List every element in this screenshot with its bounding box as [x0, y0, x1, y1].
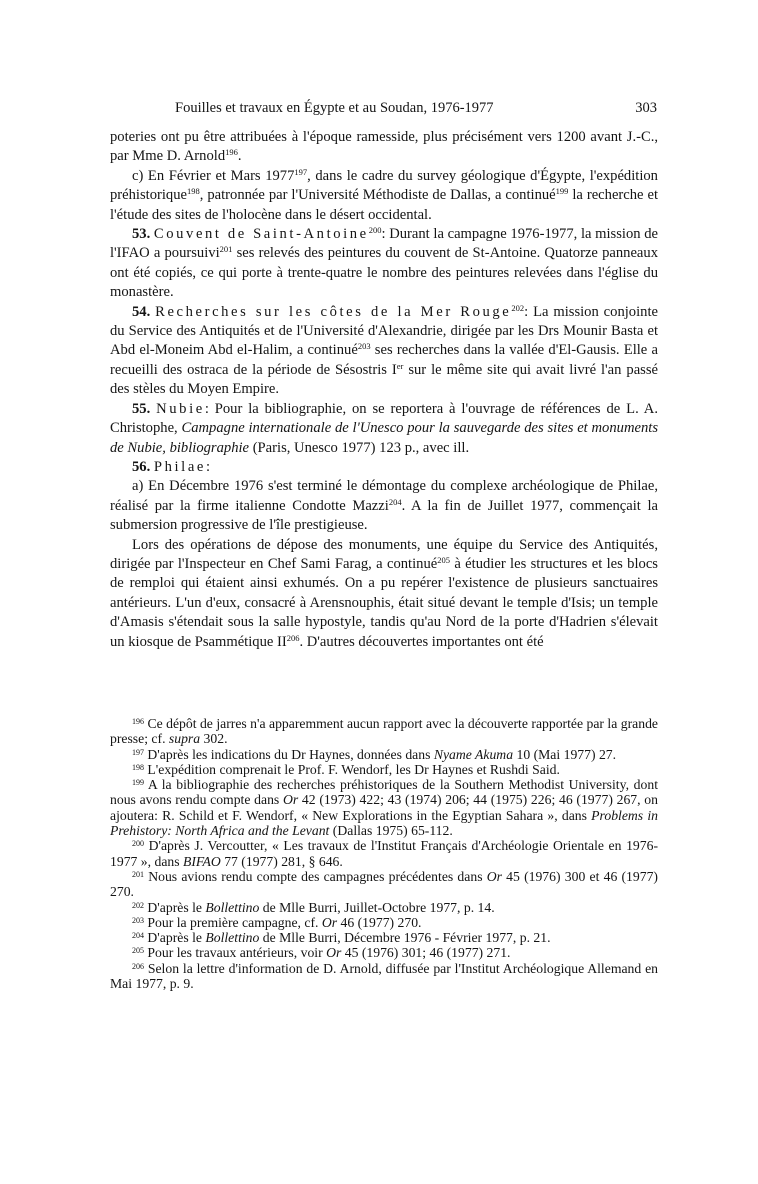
page-number: 303: [635, 100, 657, 116]
book-title: Campagne internationale de l'Unesco pour la sauvegarde des sites et monuments de Nubie, bibliographie: [110, 420, 658, 456]
footnote-ref: 202: [511, 302, 525, 313]
running-header: [175, 98, 657, 118]
footnote-italic: BIFAO: [183, 853, 221, 869]
footnote-text: 46 (1977) 270.: [337, 914, 422, 930]
footnote-number: 197: [132, 747, 144, 757]
footnote-number: 203: [132, 915, 144, 925]
footnote-text: L'expédition comprenait le Prof. F. Wendorf, les Dr Haynes et Rushdi Said.: [147, 761, 560, 777]
footnote-ref: 198: [187, 186, 200, 197]
footnote: [110, 777, 658, 838]
footnote-number: 201: [132, 869, 144, 879]
section-number: 56.: [132, 458, 151, 475]
footnote-number: 205: [132, 946, 144, 956]
text-span: ses recherches dans la vallée d'El-Gausis. Elle a recueilli des ostraca de la période de Sésostris I: [110, 342, 659, 378]
footnote-number: 199: [132, 778, 144, 788]
footnote-ref: 200: [368, 225, 382, 236]
footnote: [110, 869, 658, 900]
text-span: à étudier les structures et les blocs de remploi qui étaient ainsi exhumés. On a pu repérer l'existence de plusieurs sanctuaires antérieurs. L'un d'eux, consacré à Arensnouphis, était situé devant le temple d'Isis; un temple d'Amasis s'étendait sous la salle hypostyle, tandis qu'au Nord de la porte d'Hadrien s'élevait un kiosque de Psammétique II: [110, 555, 658, 650]
footnote-number: 198: [132, 762, 144, 772]
footnote-number: 202: [132, 900, 144, 910]
text-span: Lors des opérations de dépose des monuments, une équipe du Service des Antiquités, dirigée par l'Inspecteur en Chef Sami Farag, a continué: [110, 536, 658, 572]
section-title: Couvent de Saint-Antoine: [153, 226, 369, 243]
main-text: [110, 128, 658, 652]
footnote-italic: Bollettino: [205, 899, 260, 915]
footnote-text: D'après le: [147, 899, 206, 915]
section-54: [110, 303, 658, 400]
footnote: [110, 838, 658, 869]
footnote-text: 10 (Mai 1977) 27.: [513, 746, 617, 762]
footnote-italic: Or: [321, 914, 338, 930]
footnote-ref: 206: [286, 632, 300, 643]
footnote: [110, 961, 658, 992]
footnote-italic: Or: [282, 792, 299, 808]
footnote: [110, 930, 658, 945]
text-span: :: [205, 458, 211, 475]
footnote: [110, 716, 658, 747]
footnote-text: de Mlle Burri, Juillet-Octobre 1977, p. 14.: [259, 899, 495, 915]
footnote-text: A la bibliographie des recherches préhistoriques de la Southern Methodist University, dont nous avons rendu compte dans: [110, 777, 658, 808]
paragraph-b: [110, 536, 658, 652]
footnote-text: Nous avions rendu compte des campagnes précédentes dans: [148, 868, 487, 884]
footnote-italic: Or: [326, 945, 342, 961]
footnote-ref: 205: [437, 554, 450, 565]
footnote-italic: Nyame Akuma: [433, 746, 514, 762]
text-span: : Durant la campagne 1976-1977, la mission de l'IFAO a poursuivi: [110, 226, 658, 262]
section-title: Recherches sur les côtes de la Mer Rouge: [155, 303, 512, 320]
section-number: 53.: [132, 226, 151, 243]
footnote-italic: Problems in Prehistory: North Africa and the Levant: [110, 807, 658, 839]
running-title: Fouilles et travaux en Égypte et au Soudan, 1976-1977: [175, 100, 494, 116]
footnote-ref: 201: [219, 244, 233, 255]
section-title: Nubie: [156, 400, 205, 417]
footnote: [110, 747, 658, 762]
text-span: , dans le cadre du survey géologique d'Égypte, l'expédition préhistorique: [110, 167, 658, 204]
footnote-text: Pour la première campagne, cf.: [147, 914, 322, 930]
footnote-text: 42 (1973) 422; 43 (1974) 206; 44 (1975) 226; 46 (1977) 267, on ajoutera: R. Schild et F. Wendorf, « New Explorations in the Egyptian Sahara », dans: [110, 792, 658, 823]
text-span: : Pour la bibliographie, on se reportera à l'ouvrage de références de L. A. Christophe,: [110, 400, 658, 437]
text-span: c) En Février et Mars 1977: [132, 167, 295, 184]
footnote-text: Ce dépôt de jarres n'a apparemment aucun rapport avec la découverte rapportée par la grande presse; cf.: [110, 716, 658, 747]
section-number: 54.: [132, 303, 151, 320]
footnote-text: 302.: [200, 731, 228, 747]
text-span: la recherche et l'étude des sites de l'holocène dans le désert occidental.: [110, 187, 659, 223]
footnote-text: 45 (1976) 301; 46 (1977) 271.: [341, 945, 511, 961]
footnote-text: D'après les indications du Dr Haynes, données dans: [147, 746, 434, 762]
text-span: (Paris, Unesco 1977) 123 p., avec ill.: [249, 439, 470, 456]
text-span: . A la fin de Juillet 1977, commençait la submersion progressive de l'île prestigieuse.: [110, 497, 658, 534]
footnote-text: D'après J. Vercoutter, « Les travaux de l'Institut Français d'Archéologie Orientale en 1976-1977 », dans: [110, 838, 659, 869]
section-56: [110, 458, 658, 477]
text-span: poteries ont pu être attribuées à l'époque ramesside, plus précisément vers 1200 avant J.-C., par Mme D. Arnold: [110, 129, 658, 165]
footnote: [110, 945, 658, 960]
text-span: . D'autres découvertes importantes ont été: [299, 633, 544, 650]
footnote-text: 45 (1976) 300 et 46 (1977) 270.: [110, 868, 658, 900]
footnote-text: 77 (1977) 281, § 646.: [220, 853, 343, 869]
footnote-text: D'après le: [147, 930, 206, 946]
footnote-ref: 197: [294, 166, 308, 177]
footnote-number: 196: [132, 717, 144, 726]
text-span: a) En Décembre 1976 s'est terminé le démontage du complexe archéologique de Philae, réalisé par la firme italienne Condotte Mazzi: [110, 478, 658, 514]
ordinal-suffix: er: [396, 360, 404, 371]
text-span: , patronnée par l'Université Méthodiste de Dallas, a continué: [199, 187, 556, 204]
footnote-ref: 203: [357, 341, 371, 352]
footnotes: [110, 716, 658, 991]
section-number: 55.: [132, 400, 151, 417]
footnote-text: de Mlle Burri, Décembre 1976 - Février 1977, p. 21.: [259, 930, 551, 946]
paragraph-c: [110, 167, 658, 225]
text-span: .: [237, 148, 242, 165]
footnote-number: 200: [132, 839, 144, 849]
footnote-text: (Dallas 1975) 65-112.: [329, 823, 453, 839]
section-title: Philae: [153, 458, 206, 475]
footnote: [110, 762, 658, 777]
text-span: ses relevés des peintures du couvent de St-Antoine. Quatorze panneaux ont été copiés, ce qui porte à trente-quatre le nombre des peintures relevées dans l'église du monastère.: [110, 245, 659, 301]
paragraph-continuation: [110, 128, 658, 167]
footnote-italic: Bollettino: [205, 930, 260, 946]
paragraph-a: [110, 477, 658, 535]
footnote-number: 206: [132, 961, 144, 971]
footnote-text: Pour les travaux antérieurs, voir: [147, 945, 327, 961]
footnote-ref: 196: [225, 147, 238, 158]
text-span: : La mission conjointe du Service des Antiquités et de l'Université d'Alexandrie, dirigée par les Drs Mounir Basta et Abd el-Moneim Abd el-Halim, a continué: [110, 303, 658, 359]
footnote-text: Selon la lettre d'information de D. Arnold, diffusée par l'Institut Archéologique Allemand en Mai 1977, p. 9.: [110, 960, 658, 992]
section-53: [110, 225, 658, 303]
footnote-italic: Or: [486, 868, 502, 884]
section-55: [110, 400, 658, 458]
footnote-number: 204: [132, 931, 144, 941]
footnote-italic: supra: [168, 731, 201, 747]
footnote-ref: 199: [555, 186, 569, 197]
footnote-ref: 204: [388, 496, 402, 507]
footnote: [110, 915, 658, 930]
footnote: [110, 900, 658, 915]
text-span: sur le même site qui avait livré l'an passé des stèles du Moyen Empire.: [110, 361, 659, 398]
